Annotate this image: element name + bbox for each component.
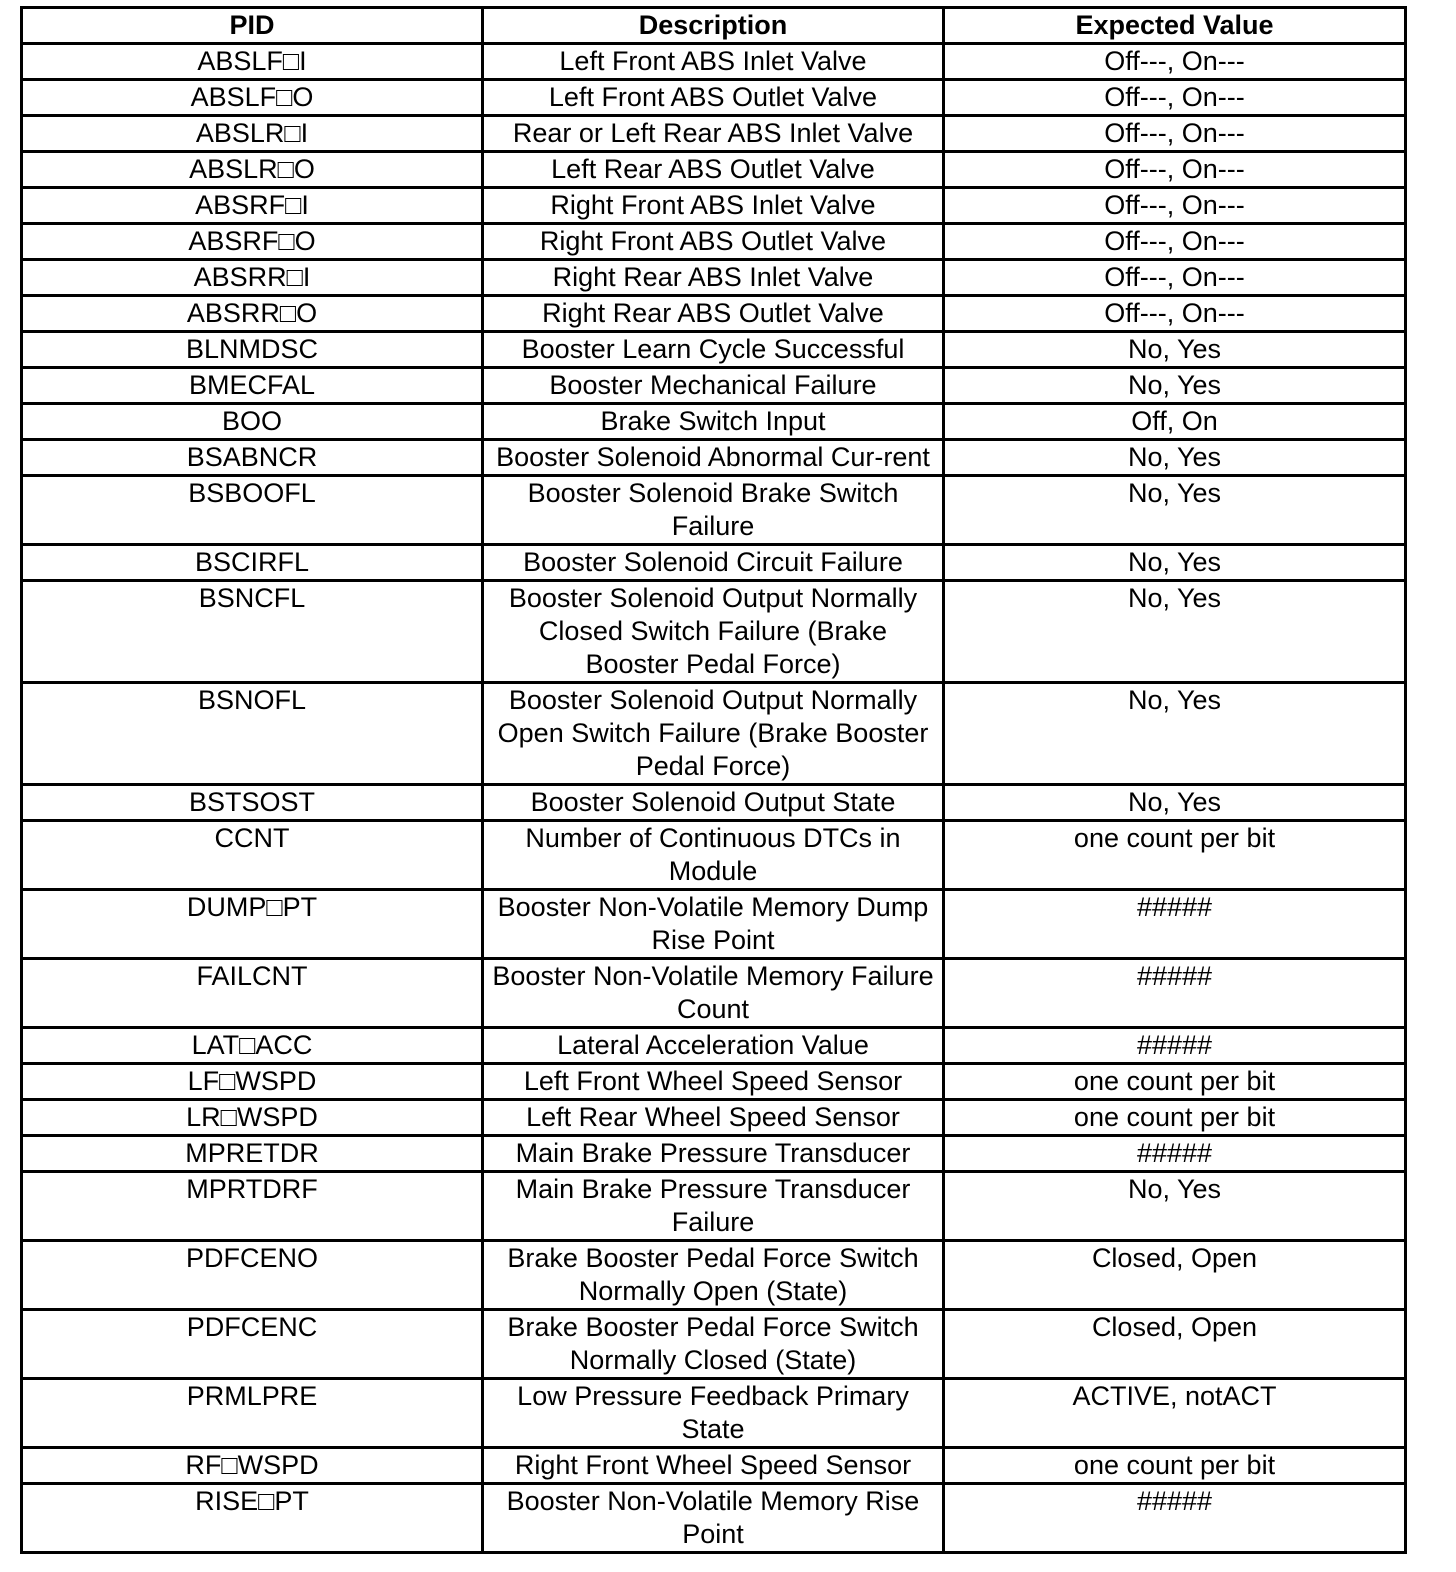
pid-cell: ABSRR□I — [22, 260, 483, 296]
pid-cell: CCNT — [22, 821, 483, 890]
table-row — [22, 404, 1406, 440]
table-row — [22, 1379, 1406, 1448]
description-cell: Right Rear ABS Outlet Valve — [483, 296, 944, 332]
description-cell: Left Front Wheel Speed Sensor — [483, 1064, 944, 1100]
table-row — [22, 959, 1406, 1028]
pid-cell: ABSRF□I — [22, 188, 483, 224]
table-row — [22, 440, 1406, 476]
expected-value-cell: Off---, On--- — [944, 44, 1406, 80]
description-cell: Left Rear ABS Outlet Valve — [483, 152, 944, 188]
expected-value-cell: Off---, On--- — [944, 296, 1406, 332]
table-row — [22, 545, 1406, 581]
description-cell: Rear or Left Rear ABS Inlet Valve — [483, 116, 944, 152]
expected-value-cell: one count per bit — [944, 1448, 1406, 1484]
expected-value-cell: Off---, On--- — [944, 116, 1406, 152]
table-row — [22, 476, 1406, 545]
pid-cell: BSCIRFL — [22, 545, 483, 581]
description-cell: Main Brake Pressure Transducer Failure — [483, 1172, 944, 1241]
pid-cell: RISE□PT — [22, 1484, 483, 1553]
table-row — [22, 1448, 1406, 1484]
table-row — [22, 785, 1406, 821]
description-cell: Booster Solenoid Brake Switch Failure — [483, 476, 944, 545]
expected-value-cell: one count per bit — [944, 1064, 1406, 1100]
description-cell: Brake Booster Pedal Force Switch Normally Closed (State) — [483, 1310, 944, 1379]
expected-value-cell: ACTIVE, notACT — [944, 1379, 1406, 1448]
description-cell: Right Rear ABS Inlet Valve — [483, 260, 944, 296]
description-cell: Booster Non-Volatile Memory Dump Rise Point — [483, 890, 944, 959]
expected-value-cell: No, Yes — [944, 476, 1406, 545]
description-cell: Booster Solenoid Circuit Failure — [483, 545, 944, 581]
expected-value-cell: No, Yes — [944, 581, 1406, 683]
expected-value-cell: Off---, On--- — [944, 224, 1406, 260]
description-cell: Booster Non-Volatile Memory Failure Count — [483, 959, 944, 1028]
expected-value-cell: No, Yes — [944, 332, 1406, 368]
pid-cell: ABSRF□O — [22, 224, 483, 260]
pid-cell: ABSLR□O — [22, 152, 483, 188]
pid-cell: BLNMDSC — [22, 332, 483, 368]
description-cell: Lateral Acceleration Value — [483, 1028, 944, 1064]
pid-cell: PRMLPRE — [22, 1379, 483, 1448]
description-cell: Brake Booster Pedal Force Switch Normally Open (State) — [483, 1241, 944, 1310]
table-row — [22, 1136, 1406, 1172]
expected-value-cell: Closed, Open — [944, 1241, 1406, 1310]
description-cell: Right Front Wheel Speed Sensor — [483, 1448, 944, 1484]
table-row — [22, 1310, 1406, 1379]
pid-cell: ABSRR□O — [22, 296, 483, 332]
table-row — [22, 80, 1406, 116]
description-cell: Left Rear Wheel Speed Sensor — [483, 1100, 944, 1136]
table-row — [22, 224, 1406, 260]
table-row — [22, 116, 1406, 152]
table-body — [22, 44, 1406, 1553]
table-row — [22, 332, 1406, 368]
pid-cell: RF□WSPD — [22, 1448, 483, 1484]
expected-value-cell: No, Yes — [944, 683, 1406, 785]
table-row — [22, 581, 1406, 683]
expected-value-cell: Off---, On--- — [944, 260, 1406, 296]
description-cell: Booster Solenoid Output Normally Open Switch Failure (Brake Booster Pedal Force) — [483, 683, 944, 785]
pid-cell: BSABNCR — [22, 440, 483, 476]
description-cell: Booster Learn Cycle Successful — [483, 332, 944, 368]
expected-value-cell: ##### — [944, 1028, 1406, 1064]
pid-cell: BSNOFL — [22, 683, 483, 785]
description-cell: Low Pressure Feedback Primary State — [483, 1379, 944, 1448]
expected-value-cell: Off---, On--- — [944, 80, 1406, 116]
expected-value-cell: ##### — [944, 1136, 1406, 1172]
description-cell: Booster Solenoid Output State — [483, 785, 944, 821]
expected-value-cell: ##### — [944, 890, 1406, 959]
table-row — [22, 821, 1406, 890]
header-pid: PID — [22, 8, 483, 44]
table-row — [22, 1484, 1406, 1553]
pid-cell: MPRETDR — [22, 1136, 483, 1172]
expected-value-cell: ##### — [944, 959, 1406, 1028]
table-row — [22, 44, 1406, 80]
expected-value-cell: No, Yes — [944, 1172, 1406, 1241]
table-row — [22, 1100, 1406, 1136]
pid-cell: ABSLF□O — [22, 80, 483, 116]
table-row — [22, 296, 1406, 332]
description-cell: Right Front ABS Outlet Valve — [483, 224, 944, 260]
table-header-row — [22, 8, 1406, 44]
pid-cell: LF□WSPD — [22, 1064, 483, 1100]
table-row — [22, 152, 1406, 188]
expected-value-cell: Off---, On--- — [944, 152, 1406, 188]
pid-cell: FAILCNT — [22, 959, 483, 1028]
description-cell: Booster Mechanical Failure — [483, 368, 944, 404]
pid-cell: ABSLF□I — [22, 44, 483, 80]
pid-cell: PDFCENC — [22, 1310, 483, 1379]
pid-cell: BSBOOFL — [22, 476, 483, 545]
table-row — [22, 683, 1406, 785]
description-cell: Left Front ABS Outlet Valve — [483, 80, 944, 116]
expected-value-cell: No, Yes — [944, 440, 1406, 476]
description-cell: Left Front ABS Inlet Valve — [483, 44, 944, 80]
expected-value-cell: Closed, Open — [944, 1310, 1406, 1379]
expected-value-cell: one count per bit — [944, 821, 1406, 890]
expected-value-cell: Off, On — [944, 404, 1406, 440]
header-expected-value: Expected Value — [944, 8, 1406, 44]
expected-value-cell: No, Yes — [944, 368, 1406, 404]
description-cell: Main Brake Pressure Transducer — [483, 1136, 944, 1172]
table-row — [22, 260, 1406, 296]
table-row — [22, 1028, 1406, 1064]
pid-cell: BSNCFL — [22, 581, 483, 683]
pid-cell: BOO — [22, 404, 483, 440]
table-row — [22, 1241, 1406, 1310]
description-cell: Right Front ABS Inlet Valve — [483, 188, 944, 224]
description-cell: Booster Solenoid Output Normally Closed Switch Failure (Brake Booster Pedal Force) — [483, 581, 944, 683]
pid-cell: ABSLR□I — [22, 116, 483, 152]
pid-cell: LAT□ACC — [22, 1028, 483, 1064]
description-cell: Number of Continuous DTCs in Module — [483, 821, 944, 890]
expected-value-cell: one count per bit — [944, 1100, 1406, 1136]
pid-cell: DUMP□PT — [22, 890, 483, 959]
description-cell: Booster Non-Volatile Memory Rise Point — [483, 1484, 944, 1553]
pid-cell: MPRTDRF — [22, 1172, 483, 1241]
table-row — [22, 368, 1406, 404]
expected-value-cell: No, Yes — [944, 785, 1406, 821]
expected-value-cell: No, Yes — [944, 545, 1406, 581]
pid-cell: BSTSOST — [22, 785, 483, 821]
pid-cell: LR□WSPD — [22, 1100, 483, 1136]
description-cell: Booster Solenoid Abnormal Cur-rent — [483, 440, 944, 476]
header-description: Description — [483, 8, 944, 44]
table-row — [22, 188, 1406, 224]
pid-cell: PDFCENO — [22, 1241, 483, 1310]
table-row — [22, 1172, 1406, 1241]
pid-table — [20, 6, 1407, 1554]
table-row — [22, 890, 1406, 959]
expected-value-cell: Off---, On--- — [944, 188, 1406, 224]
expected-value-cell: ##### — [944, 1484, 1406, 1553]
table-row — [22, 1064, 1406, 1100]
pid-cell: BMECFAL — [22, 368, 483, 404]
description-cell: Brake Switch Input — [483, 404, 944, 440]
